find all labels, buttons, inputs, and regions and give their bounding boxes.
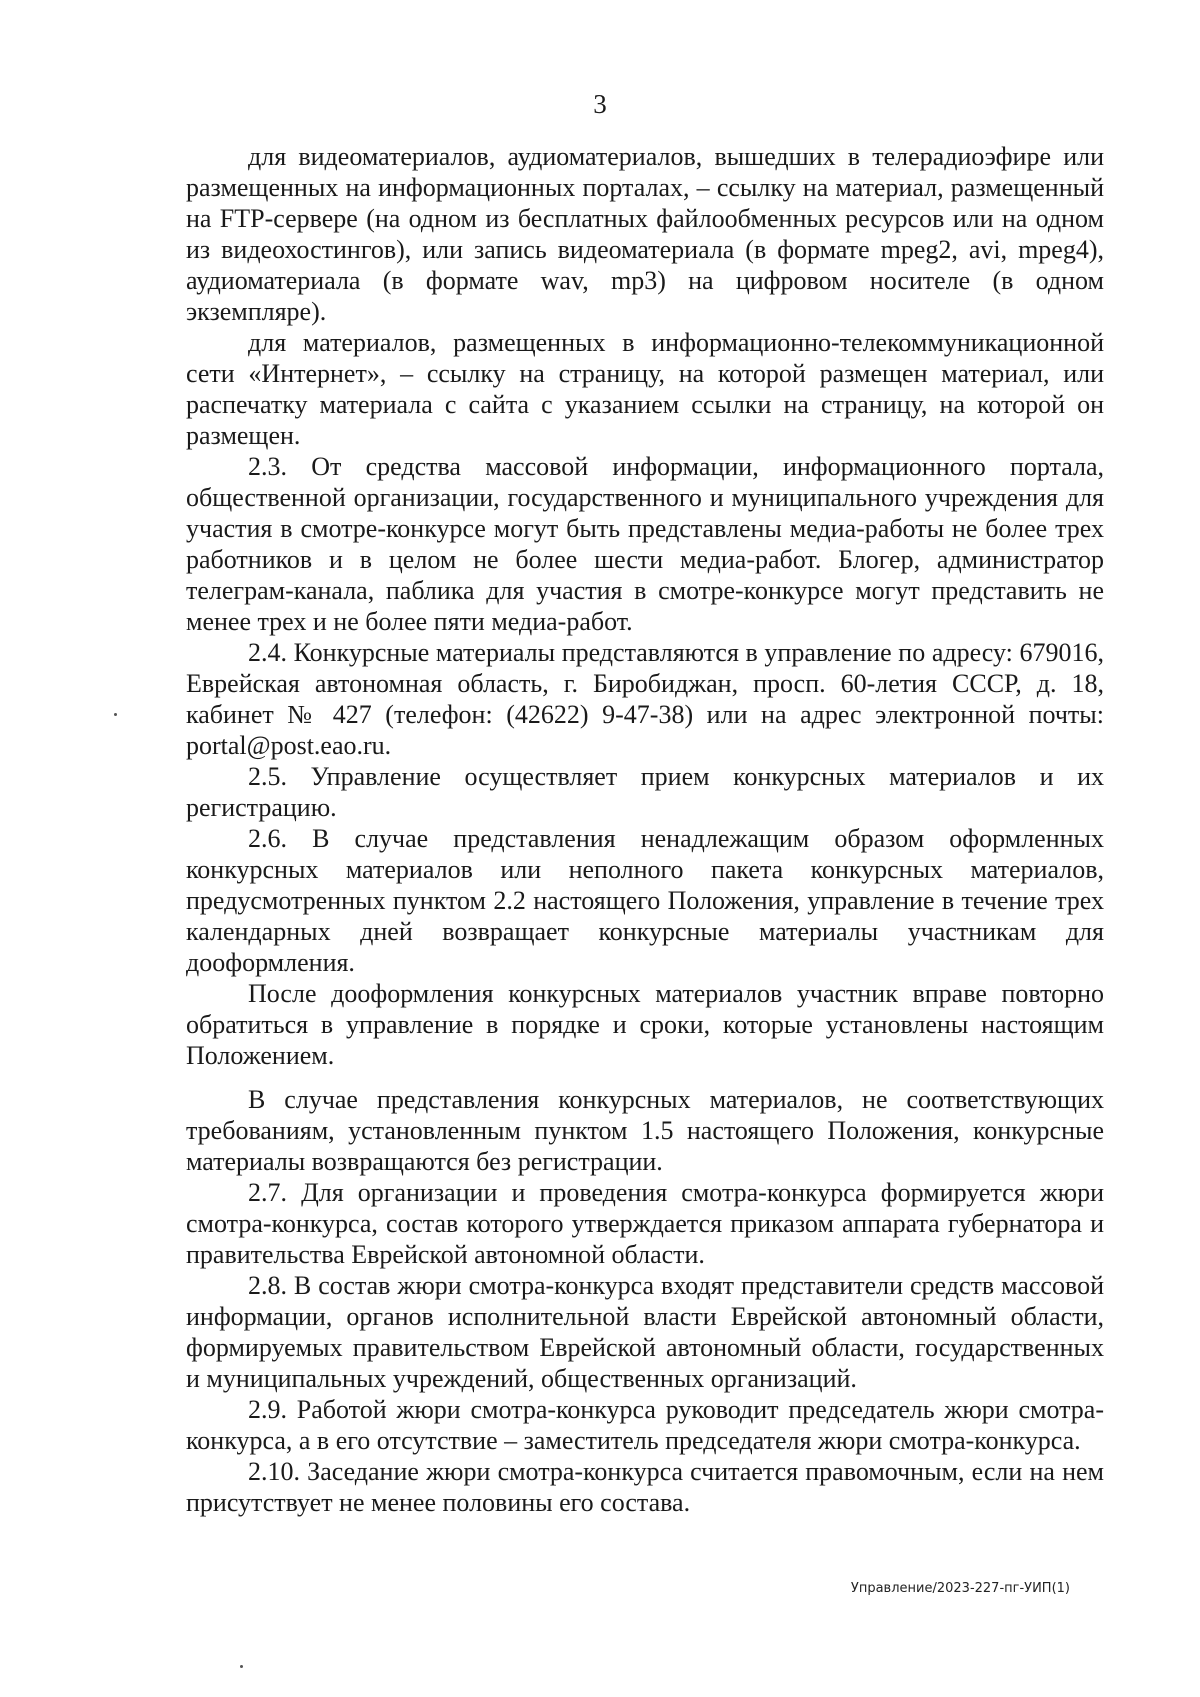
scan-speck bbox=[114, 713, 117, 716]
scan-speck bbox=[240, 1665, 243, 1668]
paragraph-video-audio-materials: для видеоматериалов, аудиоматериалов, вышедших в телерадиоэфире или размещенных на информационных порталах, – ссылку на материал, размещенный на FTP-сервере (на одном из бесплатных файлообменных ресурсов или на одном из видеохостингов), или запись видеоматериала (в формате mpeg2, avi, mpeg4), аудиоматериала (в формате wav, mp3) на цифровом носителе (в одном экземпляре). bbox=[186, 142, 1104, 326]
paragraph-2-7: 2.7. Для организации и проведения смотра-конкурса формируется жюри смотра-конкурса, состав которого утверждается приказом аппарата губернатора и правительства Еврейской автономной области. bbox=[186, 1178, 1104, 1269]
paragraph-internet-materials: для материалов, размещенных в информационно-телекоммуникационной сети «Интернет», – ссылку на страницу, на которой размещен материал, или распечатку материала с сайта с указанием ссылки на страницу, на которой он размещен. bbox=[186, 328, 1104, 450]
document-body bbox=[186, 141, 1104, 1518]
paragraph-2-10: 2.10. Заседание жюри смотра-конкурса считается правомочным, если на нем присутствует не менее половины его состава. bbox=[186, 1457, 1104, 1517]
document-registration-code: Управление/2023-227-пг-УИП(1) bbox=[850, 1581, 1070, 1596]
page-number: 3 bbox=[593, 89, 607, 119]
paragraph-2-8: 2.8. В состав жюри смотра-конкурса входят представители средств массовой информации, органов исполнительной власти Еврейской автономный области, формируемых правительством Еврейской автономный области, государственных и муниципальных учреждений, общественных организаций. bbox=[186, 1271, 1104, 1393]
paragraph-after-completion: После дооформления конкурсных материалов участник вправе повторно обратиться в управление в порядке и сроки, которые установлены настоящим Положением. bbox=[186, 979, 1104, 1070]
paragraph-2-6: 2.6. В случае представления ненадлежащим образом оформленных конкурсных материалов или неполного пакета конкурсных материалов, предусмотренных пунктом 2.2 настоящего Положения, управление в течение трех календарных дней возвращает конкурсные материалы участникам для дооформления. bbox=[186, 824, 1104, 977]
paragraph-2-4: 2.4. Конкурсные материалы представляются в управление по адресу: 679016, Еврейская автономная область, г. Биробиджан, просп. 60-летия СССР, д. 18, кабинет № 427 (телефон: (42622) 9-47-38) или на адрес электронной почты: portal@post.eao.ru. bbox=[186, 638, 1104, 760]
paragraph-non-compliant-materials: В случае представления конкурсных материалов, не соответствующих требованиям, установленным пунктом 1.5 настоящего Положения, конкурсные материалы возвращаются без регистрации. bbox=[186, 1085, 1104, 1176]
paragraph-2-9: 2.9. Работой жюри смотра-конкурса руководит председатель жюри смотра-конкурса, а в его отсутствие – заместитель председателя жюри смотра-конкурса. bbox=[186, 1395, 1104, 1455]
paragraph-2-5: 2.5. Управление осуществляет прием конкурсных материалов и их регистрацию. bbox=[186, 762, 1104, 822]
paragraph-2-3: 2.3. От средства массовой информации, информационного портала, общественной организации, государственного и муниципального учреждения для участия в смотре-конкурсе могут быть представлены медиа-работы не более трех работников и в целом не более шести медиа-работ. Блогер, администратор телеграм-канала, паблика для участия в смотре-конкурсе могут представить не менее трех и не более пяти медиа-работ. bbox=[186, 452, 1104, 636]
